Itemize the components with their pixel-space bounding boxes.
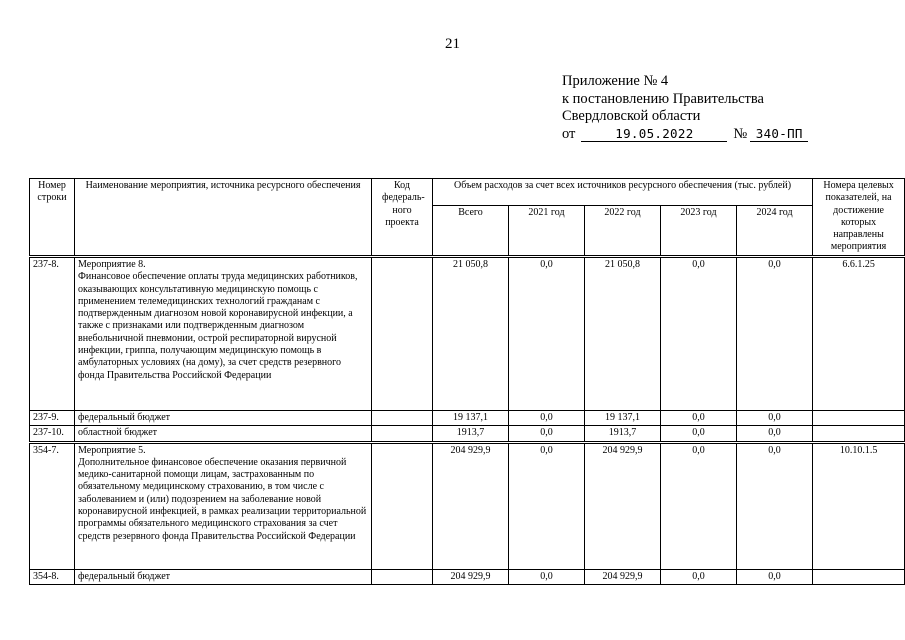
row-2022: 1913,7 <box>585 426 661 442</box>
row-name <box>75 426 372 442</box>
row-text: федеральный бюджет <box>78 570 171 582</box>
row-2024: 0,0 <box>737 411 813 426</box>
table-row <box>30 569 905 584</box>
number-prefix: № <box>733 125 748 142</box>
row-number: 354-8. <box>30 569 75 584</box>
row-2021: 0,0 <box>509 257 585 411</box>
row-code <box>372 411 433 426</box>
expenditure-table <box>29 178 905 585</box>
table-row <box>30 257 905 411</box>
row-2021: 0,0 <box>509 569 585 584</box>
header-row-number: Номер строки <box>30 179 75 257</box>
row-title: Мероприятие 5. <box>78 444 146 456</box>
row-2022: 21 050,8 <box>585 257 661 411</box>
row-2024: 0,0 <box>737 257 813 411</box>
row-2023: 0,0 <box>661 442 737 569</box>
row-number: 237-9. <box>30 411 75 426</box>
header-name: Наименование мероприятия, источника ресурсного обеспечения <box>75 179 372 257</box>
row-2022: 19 137,1 <box>585 411 661 426</box>
row-total: 204 929,9 <box>433 442 509 569</box>
header-2024: 2024 год <box>737 206 813 257</box>
row-name <box>75 442 372 569</box>
row-targets: 6.6.1.25 <box>813 257 905 411</box>
page-number: 21 <box>445 36 460 52</box>
row-2023: 0,0 <box>661 257 737 411</box>
row-2022: 204 929,9 <box>585 569 661 584</box>
appendix-block <box>562 73 808 143</box>
document-date: 19.05.2022 <box>581 127 727 142</box>
header-row <box>30 179 905 206</box>
row-code <box>372 442 433 569</box>
header-2023: 2023 год <box>661 206 737 257</box>
row-code <box>372 257 433 411</box>
row-total: 1913,7 <box>433 426 509 442</box>
header-total: Всего <box>433 206 509 257</box>
header-federal-code: Код федераль-ного проекта <box>372 179 433 257</box>
appendix-title: Приложение № 4 <box>562 73 669 89</box>
row-2024: 0,0 <box>737 426 813 442</box>
row-title: Мероприятие 8. <box>78 259 146 270</box>
row-text: областной бюджет <box>78 427 158 439</box>
row-number: 237-8. <box>30 257 75 411</box>
row-2024: 0,0 <box>737 442 813 569</box>
header-2021: 2021 год <box>509 206 585 257</box>
row-2022: 204 929,9 <box>585 442 661 569</box>
header-targets: Номера целевых показателей, на достижение которых направлены мероприятия <box>813 179 905 257</box>
date-prefix: от <box>562 125 576 142</box>
table-row <box>30 411 905 426</box>
appendix-reference: к постановлению Правительства <box>562 90 764 107</box>
row-targets <box>813 569 905 584</box>
row-2021: 0,0 <box>509 426 585 442</box>
row-targets <box>813 426 905 442</box>
appendix-region: Свердловской области <box>562 108 701 124</box>
row-code <box>372 426 433 442</box>
document-date-number-line <box>562 126 808 144</box>
header-volume: Объем расходов за счет всех источников ресурсного обеспечения (тыс. рублей) <box>433 179 813 206</box>
row-targets <box>813 411 905 426</box>
row-text: Финансовое обеспечение оплаты труда медицинских работников, оказывающих консультативную медицинскую помощь с применением телемедицинских технологий гражданам с подтвержденным диагнозом новой коронавирусной инфекции, а также с признаками или подтвержденным диагнозом внебольничной пневмонии, острой респираторной вирусной инфекции, гриппа, получающим медицинскую помощь в амбулаторных условиях (на дому), за счет средств резервного фонда Правительства Российской Федерации <box>78 271 358 381</box>
table-row <box>30 426 905 442</box>
row-total: 21 050,8 <box>433 257 509 411</box>
row-number: 237-10. <box>30 426 75 442</box>
table-row <box>30 442 905 569</box>
row-2021: 0,0 <box>509 411 585 426</box>
row-2023: 0,0 <box>661 569 737 584</box>
row-2024: 0,0 <box>737 569 813 584</box>
row-2021: 0,0 <box>509 442 585 569</box>
row-text: федеральный бюджет <box>78 412 171 423</box>
document-number: 340-ПП <box>750 127 808 142</box>
row-code <box>372 569 433 584</box>
row-name <box>75 411 372 426</box>
row-2023: 0,0 <box>661 411 737 426</box>
row-name <box>75 257 372 411</box>
row-text: Дополнительное финансовое обеспечение оказания первичной медико-санитарной помощи лицам, застрахованным по обязательному медицинскому страхованию, в том числе с заболеванием и (или) подозрением на заболевание новой коронавирусной инфекцией, в рамках реализации территориальной программы обязательного медицинского страхования за счет средств резервного фонда Правительства Российской Федерации <box>78 456 367 542</box>
row-name <box>75 569 372 584</box>
row-total: 19 137,1 <box>433 411 509 426</box>
row-number: 354-7. <box>30 442 75 569</box>
row-targets: 10.10.1.5 <box>813 442 905 569</box>
row-total: 204 929,9 <box>433 569 509 584</box>
header-2022: 2022 год <box>585 206 661 257</box>
row-2023: 0,0 <box>661 426 737 442</box>
